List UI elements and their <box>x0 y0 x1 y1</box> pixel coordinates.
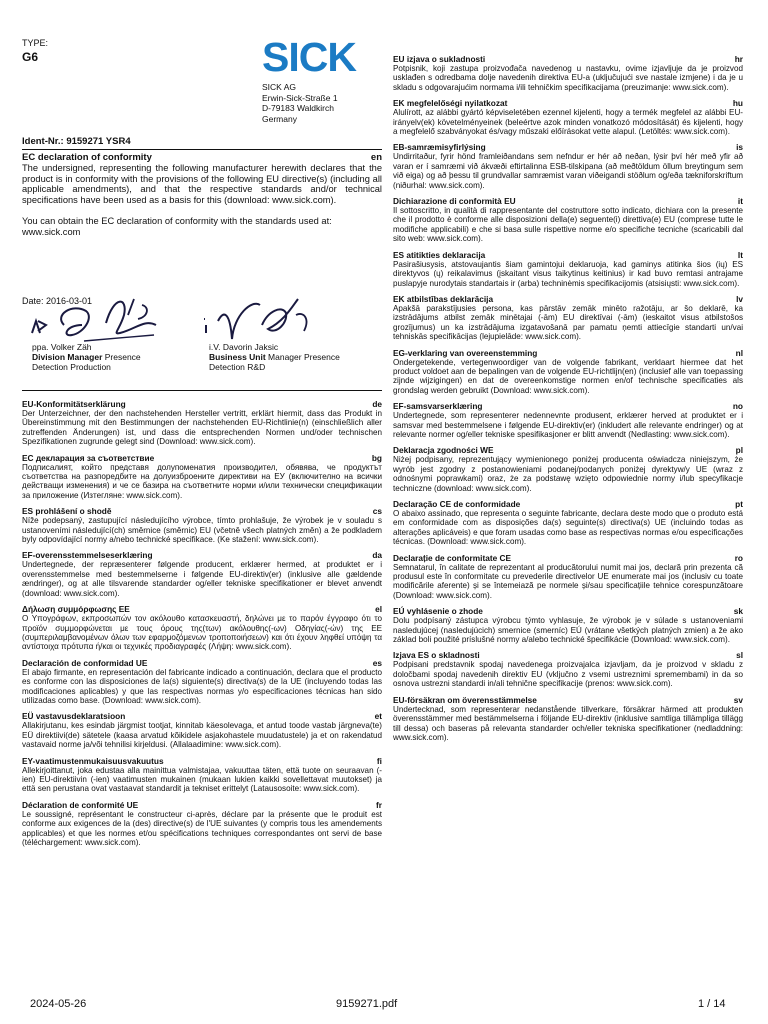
section-title: EK atbilstības deklarācija <box>393 293 494 304</box>
signer-department: Detection Production <box>32 362 111 372</box>
signer-title-rest: Manager Presence <box>265 352 340 362</box>
section-title: ES atitikties deklaracija <box>393 249 486 260</box>
declaration-section-lt <box>393 250 743 288</box>
section-title: EÚ vyhlásenie o zhode <box>393 606 483 617</box>
language-code: hu <box>732 98 743 109</box>
signature-right <box>200 285 320 347</box>
declaration-section-ro <box>393 553 743 601</box>
section-title: Dichiarazione di conformità EU <box>393 196 516 207</box>
language-code: nl <box>735 347 743 358</box>
declaration-section-is <box>393 142 743 190</box>
declaration-section-fr <box>22 800 382 848</box>
left-declarations <box>22 399 382 853</box>
section-body: O abaixo assinado, que representa o seguinte fabricante, declara deste modo que o produto está em conformidade com as disposições da(s) seguinte(s) directiva(s) UE (incluindo todas as alterações aplicáveis) e que foram usadas como base as respectivas normas e/ou especificações técnicas. (Download: www.sick.com). <box>393 509 744 547</box>
section-title: EG-verklaring van overeenstemming <box>393 347 538 358</box>
section-body: Undirritaður, fyrir hönd framleiðandans sem nefndur er hér að neðan, lýsir því hér með yfir að varan er í samræmi við ákvæði eftirtalinna ESB-tilskipana (að meðtöldum öllum breytingum sem við eiga) og að þessu til grundvallar samræmist varan viðeigandi stöðlum og/eða tækniforskriftum (niðurhal: www.sick.com). <box>393 152 743 190</box>
section-title: EU-försäkran om överensstämmelse <box>393 694 537 705</box>
section-title: Declaración de conformidad UE <box>22 657 148 668</box>
footer-filename: 9159271.pdf <box>336 998 398 1010</box>
section-title: Δήλωση συμμόρφωσης ΕΕ <box>22 604 130 615</box>
declaration-section-sv <box>393 695 743 743</box>
signer-title: Business Unit <box>209 352 266 362</box>
declaration-section-et <box>22 711 382 749</box>
section-body: Подписалият, който представя долупоменатия производител, обявява, че продуктът съответства на разпоредбите на долуизброените директиви на ЕУ (включително на всички действащи изменения) и че се базира на съответните норми и/или технически спецификации за приложение (Изтегляне: www.sick.com). <box>22 462 382 500</box>
declaration-section-sl <box>393 650 743 688</box>
section-title: EF-overensstemmelseserklæring <box>22 550 153 561</box>
declaration-section-es <box>22 658 382 706</box>
language-code: bg <box>371 452 382 463</box>
signer-left <box>32 342 141 372</box>
section-title: EU-Konformitätserklärung <box>22 399 126 409</box>
declaration-section-pt <box>393 499 743 547</box>
language-code: en <box>370 152 382 163</box>
section-body: Pasirašiusysis, atstovaujantis šiam gamintojui deklaruoja, kad gaminys atitinka šios (ių) ES direktyvos (ų) reikalavimus (įskaitant visus taikytinus keitinius) ir kad buvo remtasi antrajame puslapyje nurodytais standartais ir (arba) techninėmis specifikacijomis (atsisiųsti: www.sick.com). <box>393 259 743 288</box>
language-code: fi <box>376 755 382 766</box>
language-code: pl <box>735 445 743 456</box>
declaration-section-bg <box>22 453 382 501</box>
section-body: Dolu podpísaný zástupca výrobcu týmto vyhlasuje, že výrobok je v súlade s ustanoveniami nasledujúcej (nasledujúcich) smernice (smerníc) EÚ (vrátane všetkých platných zmien) a že ako základ boli použité príslušné normy a/alebo technické špecifikácie (Download: www.sick.com). <box>393 616 743 645</box>
section-body: Allekirjoittanut, joka edustaa alla mainittua valmistajaa, vakuuttaa täten, että tuote on seuraavan (-ien) EU-direktiivin (-ien) vaatimusten mukainen (mukaan lukien kaikki sovellettavat muutokset) ja että sen perustana ovat vastaavat standardit ja tekniset erittelyt (Latausosoite: www.sick.com). <box>22 765 382 794</box>
declaration-section-lv <box>393 294 743 342</box>
type-value: G6 <box>22 50 39 64</box>
declaration-section-no <box>393 401 743 439</box>
ident-number: Ident-Nr.: 9159271 YSR4 <box>22 136 131 147</box>
declaration-section-it <box>393 196 743 244</box>
signer-name: ppa. Volker Zäh <box>32 342 92 352</box>
section-title: EY-vaatimustenmukaisuusvakuutus <box>22 755 164 766</box>
section-title: Izjava ES o skladnosti <box>393 650 480 661</box>
language-code: de <box>372 399 382 409</box>
section-body: Alulírott, az alábbi gyártó képviseletében ezennel kijelenti, hogy a termék megfelel az alábbi EU-irányelv(ek) követelményeinek (beleértve azok minden vonatkozó módosítását) és kijelenti, hogy a megfelelő szabványokat és/vagy műszaki előírásokat vette alapul. (Letöltés: www.sick.com). <box>393 108 743 137</box>
language-code: cs <box>372 506 382 517</box>
language-code: ro <box>734 552 743 563</box>
section-body: Undertegnede, som representerer nedennevnte produsent, erklærer herved at produktet er i samsvar med bestemmelsene i følgende EU-direktiv(er) (inkludert alle relevante endringer) og at relevante normer og/eller tekniske spesifikasjoner er blitt anvendt (Nedlasting: www.sick.com). <box>393 411 743 439</box>
section-body: Niżej podpisany, reprezentujący wymienionego poniżej producenta oświadcza niniejszym, że wyrób jest zgodny z postanowieniami podanej/podanych poniżej dyrektyw/y UE (wraz z odnośnymi poprawkami) oraz, że za podstawę wzięto odpowiednie normy i/lub specyfikacje techniczne (download: www.sick.com). <box>393 455 743 493</box>
section-body: El abajo firmante, en representación del fabricante indicado a continuación, declara que el producto es conforme con las disposiciones de la(s) siguiente(s) directiva(s) de la UE (incluyendo todas las modificaciones aplicables) y que las respectivas normas y/o especificaciones técnicas han sido utilizadas como base. (Download: www.sick.com). <box>22 667 382 705</box>
section-body: Níže podepsaný, zastupující následujícího výrobce, tímto prohlašuje, že výrobek je v souladu s ustanoveními následující(ch) směrnice (směrnic) EU (včetně všech platných změn) a že podkladem byly odpovídající normy a/nebo technické specifikace. (Ke stažení: www.sick.com). <box>22 516 382 545</box>
language-code: da <box>372 550 382 561</box>
declaration-note: You can obtain the EC declaration of conformity with the standards used at: www.sick.com <box>22 216 332 237</box>
section-body: Apakšā parakstījusies persona, kas pārstāv zemāk minēto ražotāju, ar šo deklarē, ka izstrādājums atbilst zemāk minētajai (-ām) EU direktīvai (-ām) (ieskaitot visus atbilstošos grozījumus) un ka izstrādājuma izgatavošanā par pamatu ņemti attiecīgie standarti un/vai tehniskās specifikācijas (lejupielāde: www.sick.com). <box>393 303 743 342</box>
address-line: D-79183 Waldkirch <box>262 103 334 113</box>
signer-title-rest: Presence <box>102 352 141 362</box>
section-title: Declarație de conformitate CE <box>393 552 512 563</box>
section-body: Potpisnik, koji zastupa proizvođača navedenog u nastavku, ovime izjavljuje da je proizvod usklađen s odredbama dolje navedenih direktiva EU-a (uključujući sve nastale izmjene) i da je u skladu s odgovarajućim normama i/ili tehničkim specifikacijama (preuzimanje: www.sick.com). <box>393 64 743 92</box>
section-title: EU izjava o sukladnosti <box>393 54 486 64</box>
address-line: Erwin-Sick-Straße 1 <box>262 92 338 103</box>
language-code: el <box>375 604 382 615</box>
section-body: Undertegnede, der repræsenterer følgende producent, erklærer hermed, at produktet er i overensstemmelse med bestemmelserne i følgende EU-direktiv(er) (inklusive alle gældende ændringer), og at alle tilsvarende standarder og/eller tekniske specifikationer er blevet anvendt (download: www.sick.com). <box>22 560 382 598</box>
signer-name: i.V. Davorin Jaksic <box>209 342 279 352</box>
signer-department: Detection R&D <box>209 362 266 372</box>
main-declaration <box>22 153 382 244</box>
svg-text:SICK: SICK <box>262 38 356 74</box>
language-code: is <box>736 142 743 153</box>
footer-date: 2024-05-26 <box>30 998 87 1010</box>
footer-page-number: 1 / 14 <box>698 998 726 1010</box>
section-body: Allakirjutanu, kes esindab järgmist tootjat, kinnitab käesolevaga, et antud toode vastab järgneva(te) EÜ direktiivi(de) sätetele (kaasa arvatud kõikidele asjakohastele muudatustele) ja et on rakendatud vastavaid norme ja/või tehnilisi kirjeldusi. (Allalaadimine: www.sick.com). <box>22 721 382 750</box>
section-body: Ondergetekende, vertegenwoordiger van de volgende fabrikant, verklaart hiermee dat het product voldoet aan de bepalingen van de volgende EU-richtlijn(en) (inclusief alle van toepassing zijnde wijzigingen) en dat de overeenkomstige normen en/of technische specificaties als grondslag werden gebruikt (Download: www.sick.com). <box>393 357 743 395</box>
signer-title: Division Manager <box>32 352 103 362</box>
address-line: SICK AG <box>262 82 297 92</box>
section-body: Undertecknad, som representerar nedanstående tillverkare, försäkrar härmed att produkten överensstämmer med bestämmelserna i följande EU-direktiv (inklusive samtliga tillämpliga tillägg till dessa) och baseras på relevanta standarder och/eller tekniska specifikationer (nedladdning: www.sick.com). <box>393 704 743 742</box>
section-title: ES prohlášení o shodě <box>22 506 112 517</box>
language-code: hr <box>734 54 743 64</box>
section-body: Semnatarul, în calitate de reprezentant al producătorului numit mai jos, declară prin prezenta că produsul este în conformitate cu prevederile directivelor UE enumerate mai jos (inclusiv cu toate modificările aferente) și se întemeiază pe normele și/sau specificațiile tehnice corespunzătoare (Download: www.sick.com). <box>393 562 743 600</box>
signature-date: Date: 2016-03-01 <box>22 296 93 306</box>
sick-logo <box>262 38 386 74</box>
declaration-section-hu <box>393 98 743 136</box>
section-body: Der Unterzeichner, der den nachstehenden Hersteller vertritt, erklärt hiermit, dass das Produkt in Übereinstimmung mit den Bestimmungen der nachstehenden EU-Richtlinie(n) (einschließlich aller zutreffenden Änderungen) ist, und dass die entsprechenden Normen und/oder technischen Spezifikationen zugrunde gelegt sind (Download: www.sick.com). <box>22 409 382 447</box>
section-title: EÜ vastavusdeklaratsioon <box>22 711 126 722</box>
section-title: EF-samsvarserklæring <box>393 401 483 412</box>
declaration-title: EC declaration of conformity <box>22 152 152 163</box>
declaration-body: The undersigned, representing the following manufacturer herewith declares that the product is in conformity with the provisions of the following EU directive(s) (including all applicable amendments), and that the respective standards and/or technical specifications have been used as a basis for this (download: www.sick.com). <box>22 163 382 205</box>
address-line: Germany <box>262 113 297 124</box>
type-label: TYPE: <box>22 38 49 48</box>
divider <box>22 390 382 391</box>
language-code: sv <box>733 694 743 705</box>
declaration-section-fi <box>22 756 382 794</box>
section-title: Deklaracja zgodności WE <box>393 445 494 456</box>
language-code: no <box>732 401 743 412</box>
language-code: it <box>737 196 743 207</box>
section-body: Podpisani predstavnik spodaj navedenega proizvajalca izjavljam, da je proizvod v skladu z določbami spodaj navedenih direktiv EU (vključno z vsemi ustreznimi spremembami) in da so osnova ustrezni standardi in/ali tehnične specifikacije (prenos: www.sick.com). <box>393 660 743 689</box>
section-title: EK megfelelőségi nyilatkozat <box>393 98 508 109</box>
section-body: Ο Υπογράφων, εκπροσωπών τον ακόλουθο κατασκευαστή, δηλώνει με το παρόν έγγραφο ότι το προϊόν συμμορφώνεται με τους όρους της(των) ακόλουθης(-ων) Οδηγίας(-ών) της ΕΕ (συμπεριλαμβανομένων όλων των εφαρμοζόμενων τροποποιήσεων) και ότι έχουν ληφθεί υπόψη τα αντίστοιχα πρότυπα ή/και οι τεχνικές προδιαγραφές (Λήψη: www.sick.com). <box>22 614 382 652</box>
signature-left <box>24 285 174 347</box>
divider <box>22 149 382 150</box>
declaration-section-cs <box>22 506 382 544</box>
manufacturer-address <box>262 82 338 124</box>
language-code: lt <box>737 249 743 260</box>
declaration-section-sk <box>393 606 743 644</box>
language-code: pt <box>735 499 743 509</box>
declaration-section-nl <box>393 348 743 396</box>
language-code: lv <box>736 293 743 304</box>
declaration-section-de <box>22 399 382 447</box>
section-body: Il sottoscritto, in qualità di rappresentante del costruttore sotto indicato, dichiara con la presente che il prodotto è conforme alle disposizioni della(e) seguente(i) direttiva(e) EU (comprese tutte le modifiche applicabili) e che si basa sulle rispettive norme e/o specifiche tecniche (scaricabili dal sito web: www.sick.com). <box>393 206 743 244</box>
section-body: Le soussigné, représentant le constructeur ci-après, déclare par la présente que le produit est conforme aux exigences de la (des) directive(s) de l'UE suivantes (y compris tous les amendements applicables) et que les normes et/ou spécifications techniques correspondantes ont servi de base (téléchargement: www.sick.com). <box>22 809 382 847</box>
declaration-section-el <box>22 604 382 652</box>
language-code: es <box>372 657 382 668</box>
language-code: fr <box>376 799 382 810</box>
section-title: ЕС декларация за съответствие <box>22 452 155 463</box>
right-declarations <box>393 54 743 748</box>
declaration-section-pl <box>393 445 743 493</box>
declaration-section-hr <box>393 54 743 92</box>
declaration-section-da <box>22 550 382 598</box>
language-code: sl <box>736 650 743 661</box>
section-title: Declaração CE de conformidade <box>393 499 521 509</box>
language-code: et <box>374 711 382 722</box>
section-title: Déclaration de conformité UE <box>22 799 139 810</box>
signer-right <box>209 342 340 372</box>
section-title: EB-samræmisyfirlýsing <box>393 142 486 153</box>
language-code: sk <box>733 606 743 617</box>
